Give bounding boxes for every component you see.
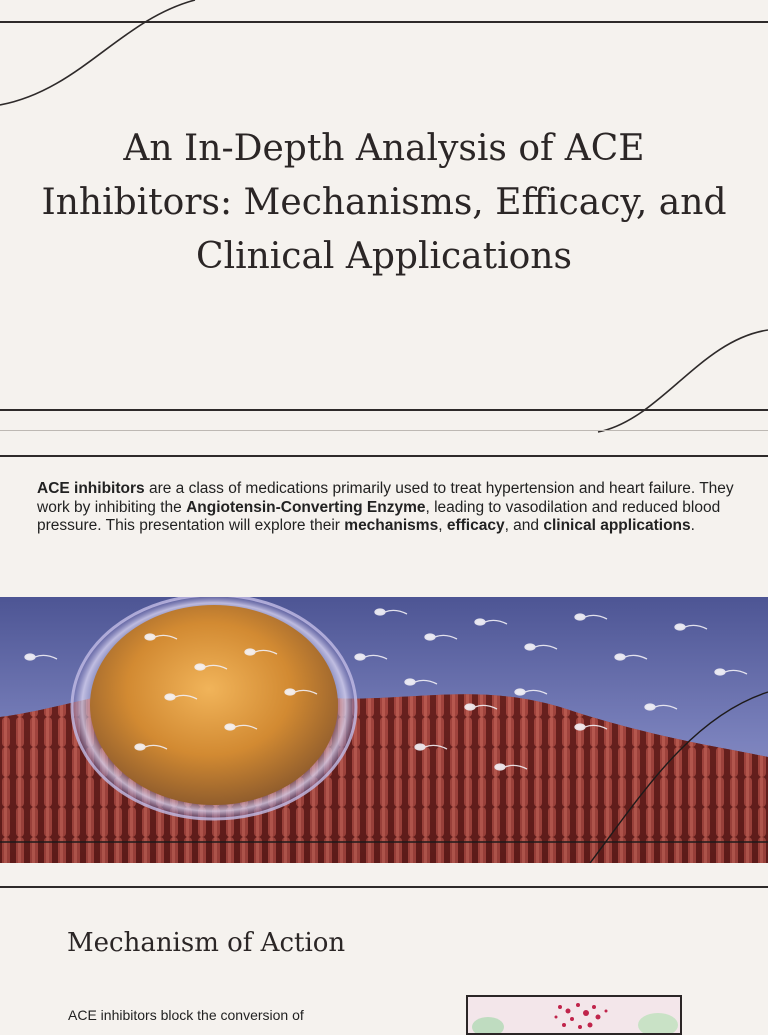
egg-cell-image xyxy=(0,597,768,863)
term-clinical-applications: clinical applications xyxy=(543,517,691,535)
intro-text-1: are a class of medications primarily used to treat hypertension and heart failure. They work by inhibiting the xyxy=(37,480,734,516)
term-ace-enzyme: Angiotensin-Converting Enzyme xyxy=(186,498,426,516)
page-title: An In-Depth Analysis of ACE Inhibitors: Mechanisms, Efficacy, and Clinical Applications xyxy=(41,128,727,277)
intro-top-rule xyxy=(0,430,768,431)
microscopy-icon xyxy=(468,997,680,1033)
intro-text-2: , leading to vasodilation and reduced blood pressure. This presentation will explore their xyxy=(37,498,721,535)
hero-image xyxy=(0,597,768,863)
intro-rule xyxy=(0,455,768,457)
section-rule xyxy=(0,886,768,888)
intro-text-4: , and xyxy=(504,517,544,535)
top-rule xyxy=(0,21,768,23)
section-text: ACE inhibitors block the conversion of xyxy=(68,1007,304,1023)
term-ace-inhibitors: ACE inhibitors xyxy=(37,480,145,497)
section-heading: Mechanism of Action xyxy=(67,928,346,958)
term-mechanisms: mechanisms xyxy=(344,517,439,535)
term-efficacy: efficacy xyxy=(446,517,505,535)
microscopy-thumbnail xyxy=(466,995,682,1035)
intro-text-5: . xyxy=(690,517,695,535)
intro-text-3: , xyxy=(438,517,447,535)
intro-paragraph xyxy=(37,480,737,536)
title-bottom-rule xyxy=(0,409,768,411)
